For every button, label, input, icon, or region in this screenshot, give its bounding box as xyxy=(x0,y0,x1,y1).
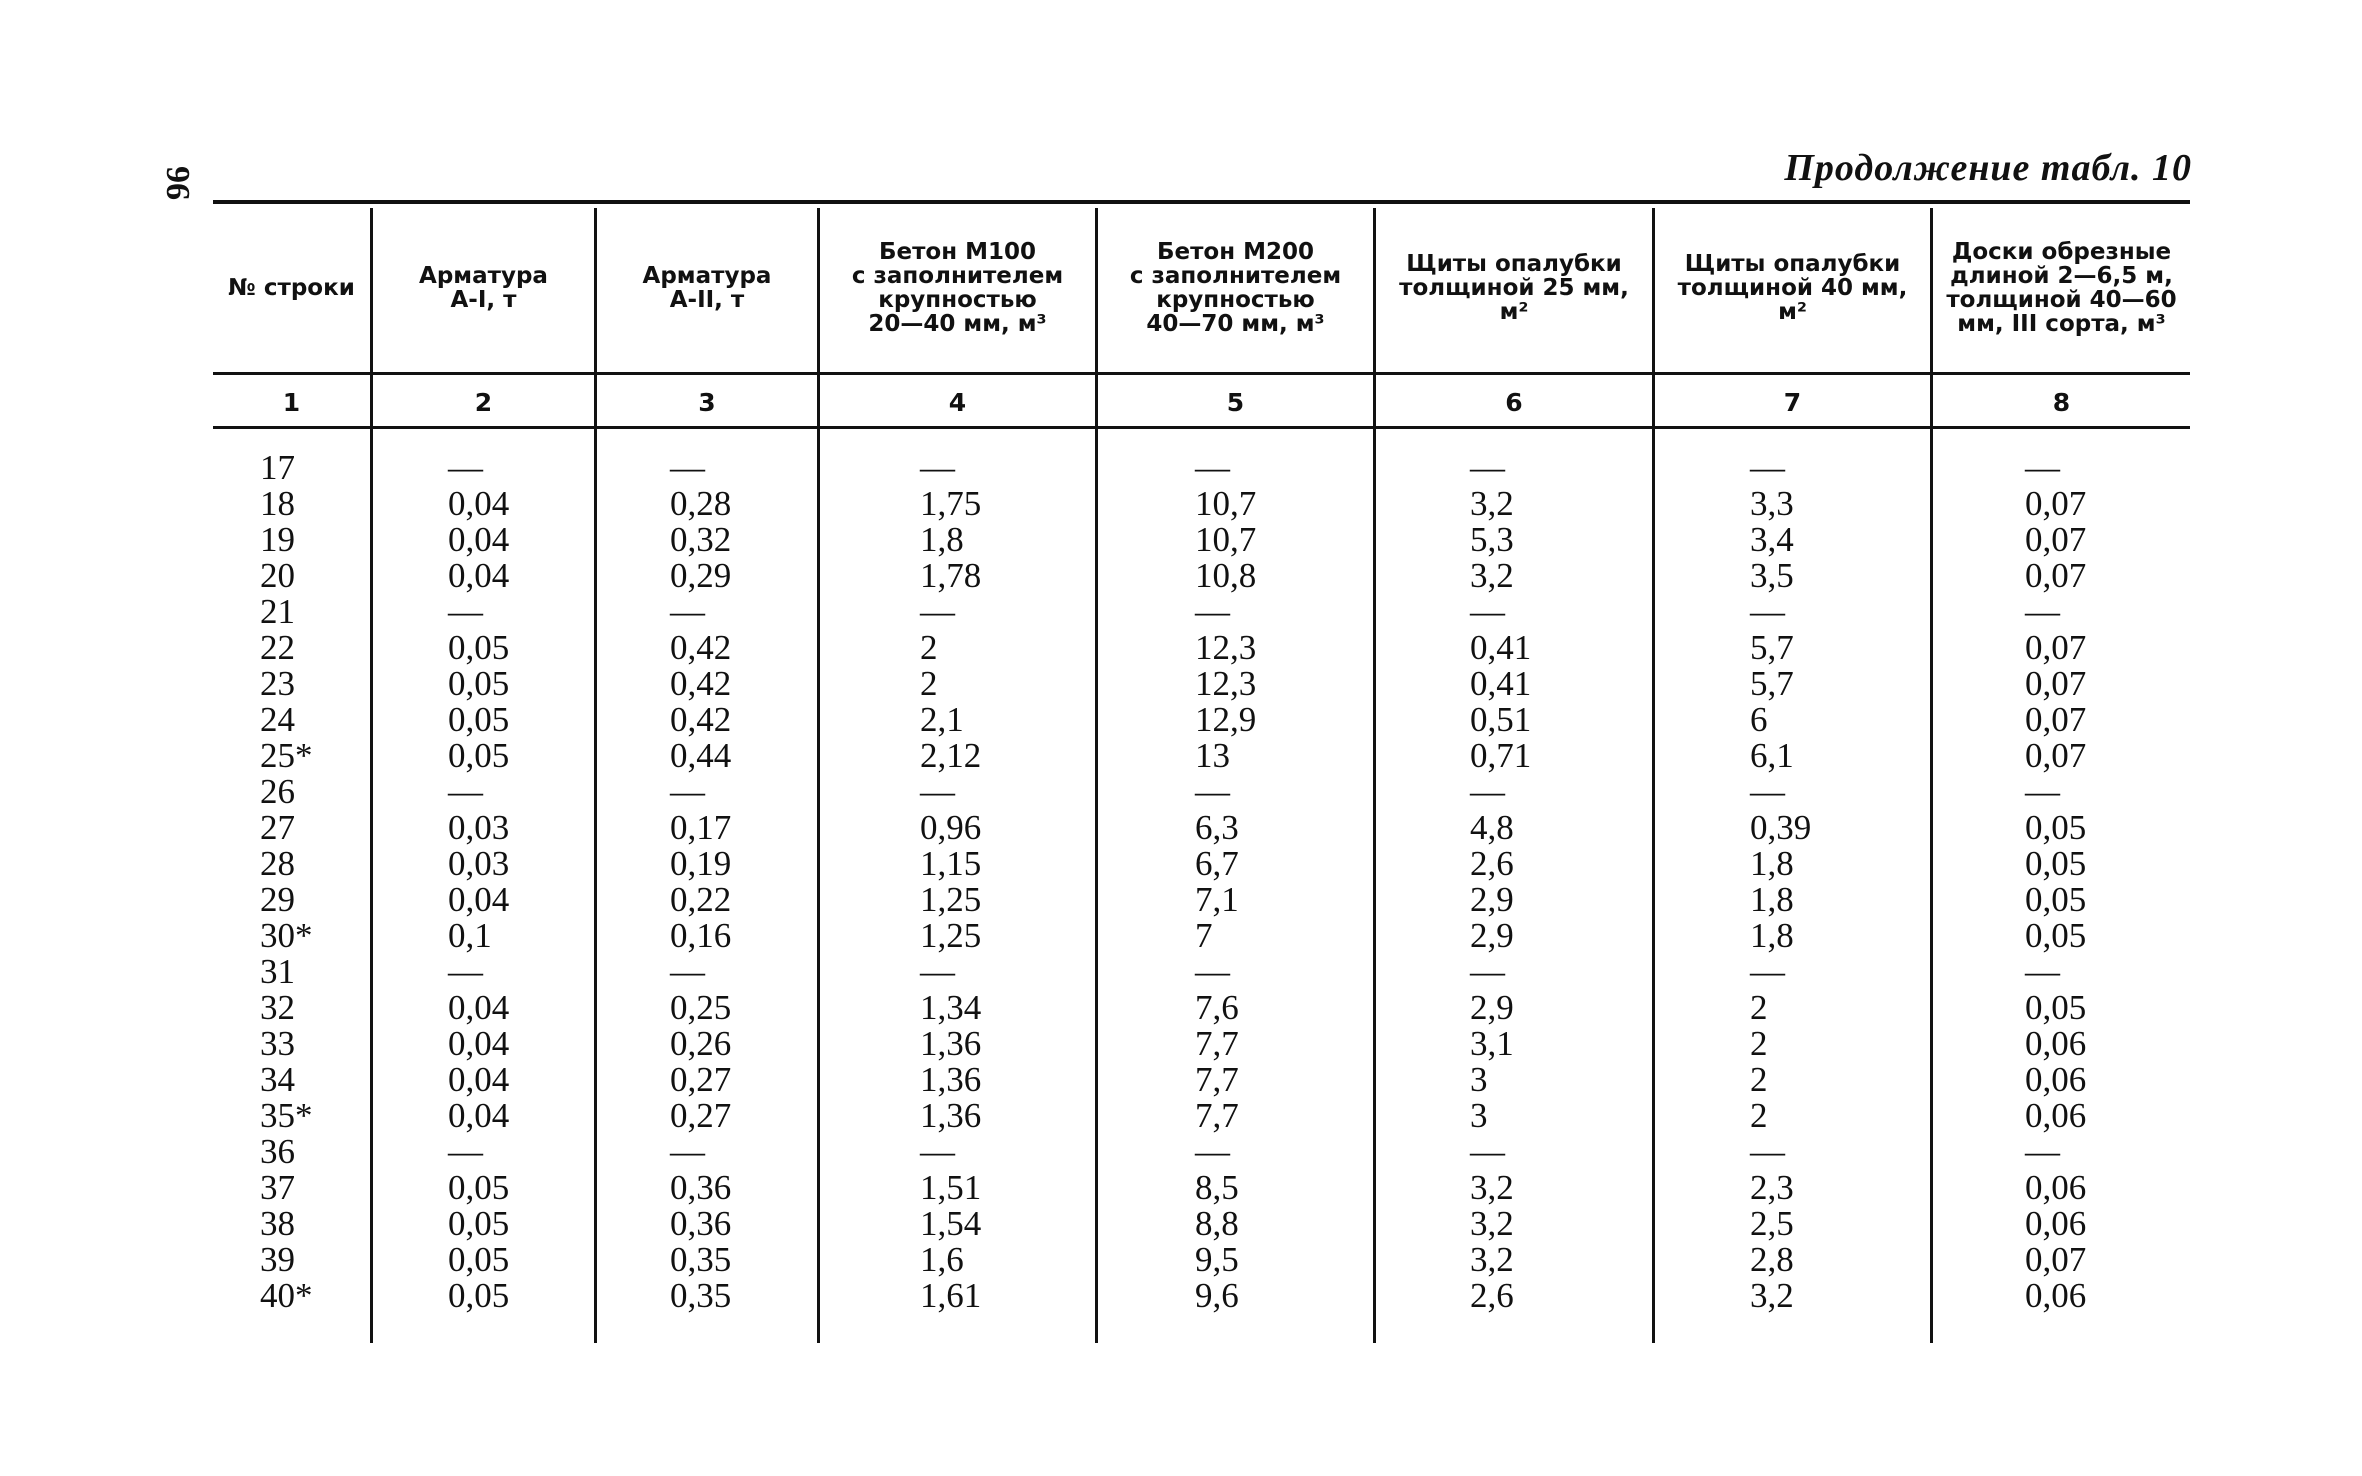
table-cell: 0,44 xyxy=(670,736,732,775)
table-cell: 12,3 xyxy=(1195,628,1257,667)
column-number: 2 xyxy=(474,387,493,417)
table-cell: — xyxy=(1750,952,1785,991)
table-cell: — xyxy=(1470,592,1505,631)
column-divider xyxy=(594,208,597,1343)
table-cell: 2 xyxy=(1750,1096,1768,1135)
table-cell: 0,04 xyxy=(448,988,510,1027)
table-cell: 0,07 xyxy=(2025,1240,2087,1279)
table-cell: 2 xyxy=(1750,1024,1768,1063)
table-cell: 0,41 xyxy=(1470,664,1532,703)
table-cell: 2,6 xyxy=(1470,844,1514,883)
table-cell: 0,05 xyxy=(448,628,510,667)
table-cell: 2 xyxy=(1750,1060,1768,1099)
row-number: 31 xyxy=(260,952,295,991)
row-number: 19 xyxy=(260,520,295,559)
column-header xyxy=(597,208,817,368)
table-cell: 0,05 xyxy=(448,736,510,775)
table-cell: 0,42 xyxy=(670,628,732,667)
row-number: 32 xyxy=(260,988,295,1027)
table-cell: 1,8 xyxy=(1750,916,1794,955)
table-cell: 0,16 xyxy=(670,916,732,955)
table-cell: — xyxy=(2025,772,2060,811)
table-cell: 5,3 xyxy=(1470,520,1514,559)
table-cell: 0,07 xyxy=(2025,484,2087,523)
table-cell: 3,2 xyxy=(1470,1240,1514,1279)
table-cell: — xyxy=(2025,448,2060,487)
table-cell: — xyxy=(1470,772,1505,811)
table-cell: 0,27 xyxy=(670,1096,732,1135)
table-cell: 0,28 xyxy=(670,484,732,523)
table-cell: 0,96 xyxy=(920,808,982,847)
table-cell: — xyxy=(448,772,483,811)
table-cell: 0,26 xyxy=(670,1024,732,1063)
column-header xyxy=(820,208,1095,368)
table-cell: 5,7 xyxy=(1750,664,1794,703)
header-label: Щиты опалубки толщиной 25 мм, м² xyxy=(1399,251,1629,325)
table-cell: 0,29 xyxy=(670,556,732,595)
table-cell: — xyxy=(1470,952,1505,991)
table-cell: 2,9 xyxy=(1470,988,1514,1027)
table-cell: — xyxy=(670,1132,705,1171)
table-cell: 0,19 xyxy=(670,844,732,883)
row-number: 23 xyxy=(260,664,295,703)
table-cell: 1,75 xyxy=(920,484,982,523)
table-cell: 2 xyxy=(920,628,938,667)
table-cell: 12,3 xyxy=(1195,664,1257,703)
table-cell: — xyxy=(1750,1132,1785,1171)
row-number: 38 xyxy=(260,1204,295,1243)
table-cell: 13 xyxy=(1195,736,1230,775)
table-cell: 0,07 xyxy=(2025,520,2087,559)
table-cell: 1,61 xyxy=(920,1276,982,1315)
column-header xyxy=(1655,208,1930,368)
table-cell: — xyxy=(670,448,705,487)
table-cell: 2 xyxy=(1750,988,1768,1027)
table-cell: 1,6 xyxy=(920,1240,964,1279)
table-cell: 2,5 xyxy=(1750,1204,1794,1243)
table-cell: 7,7 xyxy=(1195,1060,1239,1099)
table-cell: 0,06 xyxy=(2025,1096,2087,1135)
row-number: 20 xyxy=(260,556,295,595)
table-cell: 0,42 xyxy=(670,664,732,703)
table-cell: 12,9 xyxy=(1195,700,1257,739)
table-cell: 0,05 xyxy=(2025,880,2087,919)
table-cell: 0,05 xyxy=(2025,844,2087,883)
table-cell: 0,07 xyxy=(2025,700,2087,739)
table-cell: 3,4 xyxy=(1750,520,1794,559)
column-number: 3 xyxy=(698,387,716,417)
row-number: 17 xyxy=(260,448,295,487)
table-cell: 3,2 xyxy=(1750,1276,1794,1315)
table-cell: — xyxy=(920,448,955,487)
row-number: 30* xyxy=(260,916,313,955)
table-cell: — xyxy=(920,1132,955,1171)
table-cell: 8,8 xyxy=(1195,1204,1239,1243)
table-cell: — xyxy=(1195,448,1230,487)
column-number: 6 xyxy=(1505,387,1523,417)
table-cell: 3 xyxy=(1470,1060,1488,1099)
table-cell: 2,8 xyxy=(1750,1240,1794,1279)
table-cell: 9,5 xyxy=(1195,1240,1239,1279)
table-cell: 0,05 xyxy=(448,1168,510,1207)
table-cell: 2,6 xyxy=(1470,1276,1514,1315)
table-cell: 0,04 xyxy=(448,484,510,523)
numbers-bottom-rule xyxy=(213,426,2190,429)
table-cell: 0,05 xyxy=(448,700,510,739)
table-cell: 3,2 xyxy=(1470,556,1514,595)
table-cell: 0,05 xyxy=(2025,808,2087,847)
column-divider xyxy=(1095,208,1098,1343)
table-cell: 2,9 xyxy=(1470,916,1514,955)
continuation-title: Продолжение табл. 10 xyxy=(1784,147,2192,189)
table-cell: 0,03 xyxy=(448,844,510,883)
table-cell: 3,5 xyxy=(1750,556,1794,595)
table-cell: 1,25 xyxy=(920,880,982,919)
table-cell: — xyxy=(448,592,483,631)
column-number: 4 xyxy=(948,387,967,417)
row-number: 25* xyxy=(260,736,313,775)
table-cell: 0,35 xyxy=(670,1240,732,1279)
row-number: 28 xyxy=(260,844,295,883)
table-cell: 0,17 xyxy=(670,808,732,847)
table-cell: 2,3 xyxy=(1750,1168,1794,1207)
row-number: 26 xyxy=(260,772,295,811)
table-cell: 1,78 xyxy=(920,556,982,595)
table-cell: — xyxy=(1750,592,1785,631)
table-cell: 0,04 xyxy=(448,880,510,919)
table-cell: 0,06 xyxy=(2025,1168,2087,1207)
column-number: 1 xyxy=(282,387,301,417)
table-cell: — xyxy=(920,952,955,991)
table-cell: 1,15 xyxy=(920,844,982,883)
table-cell: 3,2 xyxy=(1470,484,1514,523)
table-cell: 0,06 xyxy=(2025,1276,2087,1315)
table-cell: 0,39 xyxy=(1750,808,1812,847)
column-header xyxy=(213,208,370,368)
row-number: 33 xyxy=(260,1024,295,1063)
column-divider xyxy=(1373,208,1376,1343)
table-cell: 8,5 xyxy=(1195,1168,1239,1207)
row-number: 40* xyxy=(260,1276,313,1315)
table-cell: — xyxy=(1750,772,1785,811)
header-label: № строки xyxy=(228,275,355,301)
table-cell: 9,6 xyxy=(1195,1276,1239,1315)
table-cell: 1,54 xyxy=(920,1204,982,1243)
table-cell: — xyxy=(1470,448,1505,487)
table-cell: — xyxy=(920,772,955,811)
table-cell: 4,8 xyxy=(1470,808,1514,847)
table-cell: 7,7 xyxy=(1195,1024,1239,1063)
table-cell: — xyxy=(670,592,705,631)
row-number: 35* xyxy=(260,1096,313,1135)
table-cell: 7,7 xyxy=(1195,1096,1239,1135)
table-cell: 0,03 xyxy=(448,808,510,847)
table-cell: 2,12 xyxy=(920,736,982,775)
column-divider xyxy=(370,208,373,1343)
table-cell: — xyxy=(448,448,483,487)
header-label: Бетон М200 с заполнителем крупностью 40—70 мм, м³ xyxy=(1129,239,1342,337)
table-cell: — xyxy=(1195,772,1230,811)
table-cell: — xyxy=(2025,1132,2060,1171)
table-cell: 0,36 xyxy=(670,1168,732,1207)
table-cell: 7,1 xyxy=(1195,880,1239,919)
table-cell: 1,8 xyxy=(1750,844,1794,883)
table-top-rule xyxy=(213,200,2190,204)
table-cell: 3,2 xyxy=(1470,1168,1514,1207)
table-cell: 5,7 xyxy=(1750,628,1794,667)
column-number: 8 xyxy=(2052,387,2071,417)
table-cell: 1,34 xyxy=(920,988,982,1027)
table-cell: — xyxy=(1195,592,1230,631)
header-label: Арматура А-II, т xyxy=(642,263,772,313)
table-cell: — xyxy=(2025,952,2060,991)
table-cell: 0,71 xyxy=(1470,736,1532,775)
table-cell: 0,22 xyxy=(670,880,732,919)
column-number: 7 xyxy=(1783,387,1802,417)
table-cell: 0,05 xyxy=(448,1204,510,1243)
table-cell: 0,36 xyxy=(670,1204,732,1243)
table-cell: 1,36 xyxy=(920,1096,982,1135)
table-cell: 2,1 xyxy=(920,700,964,739)
column-header xyxy=(1376,208,1652,368)
table-cell: 2 xyxy=(920,664,938,703)
table-cell: 7,6 xyxy=(1195,988,1239,1027)
row-number: 24 xyxy=(260,700,295,739)
table-cell: 6,3 xyxy=(1195,808,1239,847)
table-cell: 0,27 xyxy=(670,1060,732,1099)
table-cell: 3,1 xyxy=(1470,1024,1514,1063)
table-cell: — xyxy=(1470,1132,1505,1171)
column-divider xyxy=(817,208,820,1343)
table-cell: 0,06 xyxy=(2025,1024,2087,1063)
row-number: 37 xyxy=(260,1168,295,1207)
header-label: Доски обрезные длиной 2—6,5 м, толщиной 40—60 мм, III сорта, м³ xyxy=(1946,239,2177,337)
column-divider xyxy=(1652,208,1655,1343)
table-cell: 1,36 xyxy=(920,1024,982,1063)
data-column xyxy=(448,450,509,1314)
table-cell: 0,06 xyxy=(2025,1204,2087,1243)
table-cell: 2,9 xyxy=(1470,880,1514,919)
data-column xyxy=(920,450,981,1314)
row-number: 29 xyxy=(260,880,295,919)
column-number: 5 xyxy=(1226,387,1245,417)
table-cell: — xyxy=(448,952,483,991)
table-cell: 1,36 xyxy=(920,1060,982,1099)
table-cell: — xyxy=(1195,1132,1230,1171)
row-number: 36 xyxy=(260,1132,295,1171)
table-cell: 0,07 xyxy=(2025,556,2087,595)
table-cell: 6 xyxy=(1750,700,1768,739)
table-cell: 0,05 xyxy=(2025,916,2087,955)
header-label: Бетон М100 с заполнителем крупностью 20—40 мм, м³ xyxy=(851,239,1064,337)
table-cell: 0,1 xyxy=(448,916,492,955)
row-number: 22 xyxy=(260,628,295,667)
table-cell: 10,7 xyxy=(1195,520,1257,559)
table-cell: 3,3 xyxy=(1750,484,1794,523)
table-cell: 7 xyxy=(1195,916,1213,955)
data-column xyxy=(1195,450,1256,1314)
page-number: 96 xyxy=(160,166,197,200)
header-label: Щиты опалубки толщиной 40 мм, м² xyxy=(1677,251,1908,325)
data-column xyxy=(1470,450,1531,1314)
row-number: 27 xyxy=(260,808,295,847)
table-cell: 0,07 xyxy=(2025,628,2087,667)
header-label: Арматура А-I, т xyxy=(419,263,548,313)
column-header xyxy=(1098,208,1373,368)
table-cell: — xyxy=(1750,448,1785,487)
table-cell: 10,7 xyxy=(1195,484,1257,523)
column-header xyxy=(373,208,594,368)
row-number: 39 xyxy=(260,1240,295,1279)
table-cell: — xyxy=(1195,952,1230,991)
table-cell: 0,42 xyxy=(670,700,732,739)
table-cell: 0,07 xyxy=(2025,664,2087,703)
column-header xyxy=(1933,208,2190,368)
table-cell: — xyxy=(2025,592,2060,631)
row-number: 21 xyxy=(260,592,295,631)
table-cell: 3,2 xyxy=(1470,1204,1514,1243)
table-cell: — xyxy=(920,592,955,631)
table-cell: 0,25 xyxy=(670,988,732,1027)
table-cell: 3 xyxy=(1470,1096,1488,1135)
table-cell: 0,04 xyxy=(448,1096,510,1135)
table-cell: — xyxy=(448,1132,483,1171)
row-number: 18 xyxy=(260,484,295,523)
table-cell: 0,07 xyxy=(2025,736,2087,775)
table-cell: 0,05 xyxy=(2025,988,2087,1027)
table-cell: 1,51 xyxy=(920,1168,982,1207)
table-cell: 6,7 xyxy=(1195,844,1239,883)
table-cell: 0,35 xyxy=(670,1276,732,1315)
table-cell: 0,41 xyxy=(1470,628,1532,667)
table-cell: 0,04 xyxy=(448,1024,510,1063)
data-column xyxy=(1750,450,1811,1314)
row-number-column xyxy=(260,450,313,1314)
table-cell: 0,05 xyxy=(448,1240,510,1279)
data-column xyxy=(670,450,731,1314)
row-number: 34 xyxy=(260,1060,295,1099)
table-cell: — xyxy=(670,772,705,811)
table-cell: — xyxy=(670,952,705,991)
table-cell: 1,8 xyxy=(920,520,964,559)
column-divider xyxy=(1930,208,1933,1343)
table-cell: 0,06 xyxy=(2025,1060,2087,1099)
table-cell: 0,51 xyxy=(1470,700,1532,739)
table-cell: 1,25 xyxy=(920,916,982,955)
table-cell: 1,8 xyxy=(1750,880,1794,919)
table-cell: 10,8 xyxy=(1195,556,1257,595)
data-column xyxy=(2025,450,2086,1314)
table-cell: 6,1 xyxy=(1750,736,1794,775)
table-cell: 0,04 xyxy=(448,1060,510,1099)
table-cell: 0,32 xyxy=(670,520,732,559)
table-cell: 0,05 xyxy=(448,1276,510,1315)
table-cell: 0,05 xyxy=(448,664,510,703)
header-bottom-rule xyxy=(213,372,2190,375)
table-cell: 0,04 xyxy=(448,520,510,559)
table-cell: 0,04 xyxy=(448,556,510,595)
